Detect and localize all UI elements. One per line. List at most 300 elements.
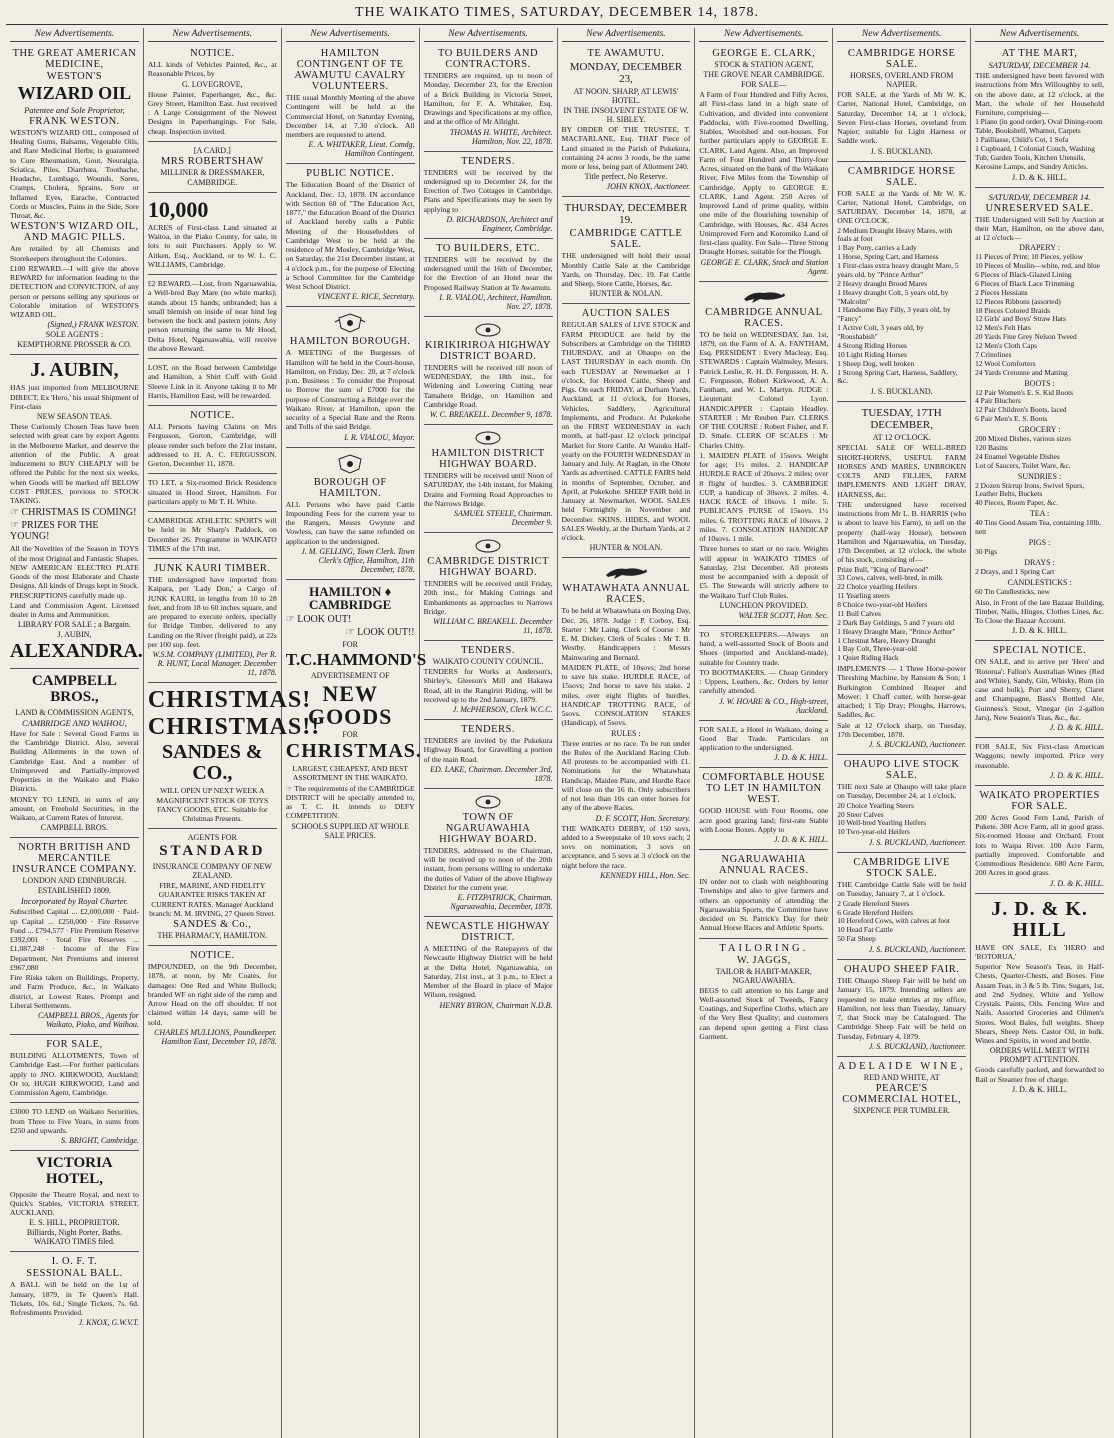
notice-title: NOTICE.: [190, 48, 235, 59]
builders-title: TO BUILDERS AND CONTRACTORS.: [438, 48, 539, 70]
robertshaw-sub: MILLINER & DRESSMAKER,: [160, 167, 265, 177]
cavalry-body: THE usual Monthly Meeting of the above Contingent will be held at the Commercial Hotel, on Saturday Evening, December 14, at 7.30 o'clock. All members are requested to attend.: [285, 93, 415, 139]
coat-of-arms-icon: [286, 312, 415, 334]
drays: DRAYS :: [1024, 557, 1055, 567]
borough-refund-ad: [286, 448, 415, 580]
hotel-sale-ad: [699, 721, 828, 769]
list-item: 4 Pair Bluchers: [975, 396, 1021, 406]
list-item: 10 Pieces of Muslin—white, red, and blue: [975, 261, 1100, 271]
reward-sig: (Signed,) FRANK WESTON.: [47, 320, 139, 330]
lost-body: LOST, on the Road between Cambridge and Hamilton, a Shirt Cuff with Gold Sleeve Link in it. Anyone taking it to Mr Harris, Hamilton East, will be rewarded.: [147, 363, 277, 400]
bootmakers: TO BOOTMAKERS. — Cheap Grindery : Uppers, Leathers, &c. Orders by letter carefully attended.: [699, 667, 829, 696]
list-item: 12 Men's Cloth Caps: [975, 341, 1038, 350]
aubin-teas: NEW SEASON TEAS.: [36, 412, 112, 422]
insolvent-body: BY ORDER OF THE TRUSTEE, T. MACFARLANE, Esq. THAT Piece of Land situated in the Parish of Pukekura, containing 24 acres 3 roods, be the same more or less, being part of Allotment 240.: [561, 125, 691, 171]
notice-name: G. LOVEGROVE,: [181, 79, 243, 89]
acres-body: ACRES of First-class Land situated at Waitoa, in the Piako County, for sale, in lots to suit Purchasers. Apply to W. Aitken, Esq., Auckland, or to W. L. C. WILLIAMS, Cambridge.: [147, 222, 277, 269]
agents-label: SOLE AGENTS :: [45, 330, 104, 340]
lovegrove-ad: [148, 44, 277, 142]
wizard-title: WIZARD OIL: [17, 83, 132, 103]
list-item: 1 Horse, Spring Cart, and Harness: [837, 252, 939, 262]
adelaide-ad: [837, 1057, 966, 1120]
campbell-title: CAMPBELL BROS.,: [31, 673, 117, 706]
for-sale-ad: [10, 1035, 139, 1103]
kirikiriroa-ad: [424, 317, 553, 425]
derby: THE WAIKATO DERBY, of 150 sovs, added to a Sweepstake of 10 sovs each; 2 sovs on nomination, 3 sovs on acceptance, and 5 sovs at 3 o'clock on the night before the race.: [561, 823, 691, 870]
sports-body: CAMBRIDGE ATHLETIC SPORTS will be held in Mr Sharp's Paddock, on December 26. Programme in WAIKATO TIMES of the 17th inst.: [147, 516, 277, 553]
crest-icon: [424, 430, 553, 446]
kauri-sig: W.S.M. COMPANY (LIMITED), Per R. R. HUNT, Local Manager. December 11, 1878.: [152, 650, 277, 678]
pigs-list: [975, 548, 1104, 557]
borough2-body: ALL Persons who have paid Cattle Impounding Fees for the current year to the Rangers, Messrs Gwynne and Vowless, can have the same refunded on application to the undersigned.: [285, 499, 415, 546]
builders-ad: [424, 44, 553, 152]
list-item: 120 Basins: [975, 442, 1008, 452]
list-item: 11 Yearling steers: [837, 591, 890, 601]
builders2-body: TENDERS will be received by the undersigned until the 16th of December, for the Erection of an Hotel near the Proposed Railway Station at Te Awamutu.: [423, 254, 553, 292]
xmas-line-2: ☞ PRIZES FOR THE YOUNG!: [10, 520, 99, 543]
scott: D. F. SCOTT, Hon. Secretary.: [595, 813, 691, 823]
list-item: 24 Enamel Vegetable Dishes: [975, 451, 1060, 461]
standard-ad: [148, 829, 277, 946]
tailoring: TAILORING.: [719, 942, 809, 954]
victoria-extra: Billiards, Night Porter, Baths. WAIKATO TIMES filed.: [26, 1228, 123, 1247]
ohaupo: OHAUPO LIVE STOCK SALE.: [843, 759, 960, 782]
list-item: 12 Girls' and Boys' Straw Hats: [975, 314, 1066, 324]
auction-body: REGULAR SALES of LIVE STOCK and FARM PRODUCE are held by the Subscribers at Cambridge on the THIRD THURSDAY, and at Ohaupo on the LAST THURSDAY in each month. On each TUESDAY at Newmarket at 1 o'clock, for Horned Cattle, Sheep and Pigs. On each FRIDAY, at Durham Yards, Auckland, at 11 o'clock, for Horses, Vehicles, Saddlery, Agricultural Implements, and Produce. At Pukekohe on the FIRST WEDNESDAY in each month, at half-past 12 o'clock principal Market for Store Cattle. At Waiuku Half-yearly on the FOURTH WEDNESDAY in January and July. At Raglan, in the Ohote Yards as advertised. CATTLE FAIRS held in months of September, October, and April, at Pukekohe. SHEEP FAIR held in January at Newmarket. WOOL SALES held Fortnightly in November and December. SKINS, HIDES, and WOOL SALES Weekly, at the Durham Yards, at 2 o'clock.: [561, 320, 691, 542]
tea: TEA :: [1029, 509, 1050, 519]
list-item: 2 Dozen Stirrup Irons, Swivel Spurs, Leather Belts, Buckets: [975, 480, 1085, 499]
list-item: 20 Steer Calves: [837, 809, 884, 819]
monday: MONDAY, DECEMBER 23,: [569, 61, 683, 85]
camlive-list: [837, 900, 966, 944]
aubin-body-4: Land and Commission Agent. Licensed dealer in Arms and Ammunition.: [10, 600, 139, 620]
list-item: 6 Grade Hereford Heifers: [837, 907, 913, 917]
standard-label: AGENTS FOR: [187, 833, 237, 843]
county-ad: [424, 641, 553, 720]
list-item: 6 Pair Men's E. S. Boots: [975, 414, 1048, 424]
special: SPECIAL SALE OF WELL-BRED SHORT-HORNS, USEFUL FARM HORSES AND MARES, UNBROKEN COLTS AND FILLIES, FARM IMPLEMENTS AND LIGHT DRAY, HARNESS, &c.: [837, 443, 967, 499]
robertshaw-ad: [148, 142, 277, 193]
cattle-sale-ad: [562, 197, 691, 304]
hero-body: Superior New Season's Teas, in Half-Chests, Quarter-Chests, and Boxes. Fine Assam Teas, in 3 & 5 lb. Tins. Sugars, 1st, and 2nd Sydney, White and Yellow Crystals. Paints, Oils. Fencing Wire and Nails. Assorted Groceries and Oilmen's Stores. Wool Bales, full weights. Sheep Shears, Sheep Nets. Castor Oil, in bulk. Wines and Spirits, in wood and bottle.: [975, 962, 1104, 1045]
cattle-sale: CAMBRIDGE CATTLE SALE.: [569, 228, 683, 251]
campbell-sig: CAMPBELL BROS.: [40, 823, 109, 833]
list-item: 1 Bay Pony, carries a Lady: [837, 243, 917, 253]
hamdist-sig: SAMUEL STEELE, Chairman. December 9.: [453, 509, 553, 527]
new-goods: NEW GOODS: [307, 680, 393, 729]
insolvent: IN THE INSOLVENT ESTATE OF W. H. SIBLEY.: [563, 106, 689, 124]
horse2-title: CAMBRIDGE HORSE SALE.: [847, 165, 956, 188]
sandes-body: WILL OPEN UP NEXT WEEK A MAGNIFICENT STOCK OF TOYS FANCY GOODS, ETC. Suitable for Christmas Presents.: [156, 786, 269, 824]
jdk-1: J. D. & K. HILL.: [774, 753, 829, 763]
builders2-sig: I. R. VIALOU, Architect, Hamilton. Nov. 27, 1878.: [439, 292, 553, 311]
properties: WAIKATO PROPERTIES FOR SALE.: [979, 789, 1100, 812]
jaggs-sub: TAILOR & HABIT-MAKER, NGARUAWAHIA.: [715, 966, 812, 985]
ngaruawahia-races-ad: [699, 850, 828, 939]
list-item: 12 Pair Children's Boots, laced: [975, 405, 1067, 415]
adelaide-sub: RED AND WHITE, AT: [863, 1072, 940, 1082]
special-body: ON SALE, and to arrive per 'Hero' and 'Rotorua': Fallon's Australian Wines (Red and White), Sandy, Gin, Whisky, Rum (in case and bulk), Port and Sherry, Claret and Champagne, Bass's Bottled Ale, Guinness's Stout, Vinegar (in 2-gallon Jars), New Season's Teas, &c., &c.: [975, 657, 1104, 722]
mart-date: SATURDAY, DECEMBER 14.: [988, 60, 1091, 70]
ohaupo-ad: [837, 755, 966, 853]
column-head: New Advertisements.: [975, 28, 1104, 42]
to-let-ad: [148, 474, 277, 512]
kirikiriroa-title: KIRIKIRIROA HIGHWAY DISTRICT BOARD.: [425, 339, 552, 362]
mart-list: [975, 118, 1104, 171]
wizard-name: FRANK WESTON.: [29, 115, 120, 127]
monday-sub: AT NOON. SHARP, AT LEWIS' HOTEL.: [573, 87, 679, 105]
candlesticks: CANDLESTICKS :: [1007, 577, 1072, 587]
nb-place: LONDON AND EDINBURGH.: [22, 876, 127, 886]
sports-ad: [148, 512, 277, 559]
notice3-body: IMPOUNDED, on the 9th December, 1878, at noon, by Mr Coates, for damages: One Red and White Bullock; branded WF on right side of the rump and Arrow Head on the off shoulder. If not claimed within 14 days, same will be sold.: [147, 962, 277, 1027]
list-item: 12 Pieces Ribbons (assorted): [975, 296, 1061, 306]
columns: [6, 28, 1108, 1438]
notice3-sig: CHARLES MULLIONS, Poundkeeper. Hamilton East, December 10, 1878.: [154, 1027, 277, 1046]
mart-ad: [975, 44, 1104, 188]
list-item: 12 Pair Women's E. S. Kid Boots: [975, 387, 1074, 397]
clark-place: THE GROVE NEAR CAMBRIDGE.: [703, 70, 825, 79]
ngaruawahia: NGARUAWAHIA ANNUAL RACES.: [719, 854, 809, 876]
aubin-ad: [10, 355, 143, 669]
pills-body: Are retailed by all Chemists and Storekeepers throughout the Colonies.: [10, 244, 139, 263]
for-label-2: FOR: [342, 730, 358, 740]
newcastle-title: NEWCASTLE HIGHWAY DISTRICT.: [426, 921, 551, 943]
column-4: [420, 28, 558, 1438]
list-item: 10 Light Riding Horses: [837, 349, 907, 359]
drapery-list: [975, 253, 1104, 377]
list-item: 200 Mixed Dishes, various sizes: [975, 434, 1071, 443]
list-item: 1 Sheep Dog, well broken: [837, 358, 915, 368]
hoare: J. W. HOARE & CO., High-street, Auckland.: [719, 696, 829, 715]
list-item: 2 Grade Hereford Steers: [837, 898, 910, 908]
kauri-title: JUNK KAURI TIMBER.: [154, 563, 271, 575]
camdist-title: CAMBRIDGE DISTRICT HIGHWAY BOARD.: [427, 556, 549, 578]
cambridge-district-ad: [424, 533, 553, 641]
hamdist-title: HAMILTON DISTRICT HIGHWAY BOARD.: [431, 448, 545, 470]
coat-of-arms-icon: [286, 453, 415, 475]
list-item: Prize Bull, "King of Barwood": [837, 564, 929, 574]
list-item: 1 Heavy draught Colt, 5 years old, by "Malcolm": [837, 287, 949, 306]
sundries: SUNDRIES :: [1017, 471, 1062, 481]
cavalry-title: HAMILTON CONTINGENT OF TE AWAMUTU CAVALRY VOLUNTEERS.: [294, 48, 406, 92]
builders-sig: THOMAS H. WHITE, Architect. Hamilton, Nov. 22, 1878.: [449, 127, 553, 146]
jdk-5: J. D. & K. HILL.: [1049, 878, 1104, 888]
builders2-ad: [424, 239, 553, 317]
list-item: 1 Pailliasse, Child's Cot, 1 Sofa: [975, 135, 1069, 144]
column-head: New Advertisements.: [424, 28, 553, 42]
lost-ad: [148, 359, 277, 406]
lend-body: £3000 TO LEND on Waikato Securities, from Three to Five Years, in sums from £250 and upwards.: [10, 1107, 139, 1135]
ngaruawahia-board-ad: [424, 789, 553, 917]
mart: AT THE MART,: [1001, 48, 1078, 59]
christmas-1: CHRISTMAS!: [147, 687, 312, 714]
forsale-title: FOR SALE,: [46, 1039, 103, 1051]
mart-body: THE undersigned have been favored with instructions from Mrs Willoughby to sell, on the above date, at 12 o'clock, at the Mart, the whole of her Household Furniture, comprising—: [975, 71, 1104, 117]
buckland-3: J. S. BUCKLAND, Auctioneer.: [868, 740, 967, 750]
clark-title: GEORGE E. CLARK,: [712, 48, 816, 59]
tea-list: [975, 519, 1104, 537]
knox: JOHN KNOX, Auctioneer.: [606, 182, 691, 192]
victoria-hotel-ad: [10, 1151, 139, 1252]
special-sale-ad: [837, 402, 966, 755]
pigs: PIGS :: [1028, 537, 1051, 547]
cavalry-ad: [286, 44, 415, 164]
jdk-hill-title: J. D. & K. HILL: [991, 897, 1088, 941]
list-item: 7 Crinolines: [975, 349, 1012, 359]
list-item: 11 Pieces of Print; 10 Pieces, yellow: [975, 252, 1084, 262]
column-head: New Advertisements.: [10, 28, 139, 42]
jdk-1: J. D. & K. HILL.: [1012, 172, 1068, 182]
horse2-list: [837, 227, 966, 387]
implements: IMPLEMENTS — 1 Three Horse-power Threshing Machine, by Ransom & Son; 1 Burkington Combined Reaper and Mower; 1 Chaff cutter, with horse-gear attached; 1 Tip Dray; Ploughs, Harrows, Saddles, &c.: [837, 664, 967, 720]
list-item: 6 Pieces of Black Lace Trimming: [975, 278, 1075, 288]
special: SPECIAL NOTICE.: [992, 645, 1087, 657]
nb-sig: CAMPBELL BROS., Agents for Waikato, Piako, and Waihou.: [38, 1011, 139, 1030]
special-body: THE undersigned have received instructions from Mr L. B. HARRIS (who is about to leave his Farm), to sell on the property (half-way House), between Hamilton and Ngaruawahia, on Tuesday, 17th December, at 12 o'clock, the whole of his stock, consisting of—: [837, 499, 967, 565]
whatawhata-ad: [562, 558, 691, 885]
horse-body: FOR SALE, at the Yards of Mr W. K. Carter, National Hotel, Cambridge, on Saturday, December 14, at 1 o'clock, Seven First-class Horses, overland from Napier; suitable for Light Harness or Saddle work.: [837, 90, 967, 146]
list-item: 1 Bay Colt, Three-year-old: [837, 644, 918, 654]
title-note: Title perfect. No Reserve.: [584, 172, 668, 182]
hamilton-cambridge: HAMILTON ♦ CAMBRIDGE: [309, 583, 392, 613]
sheepfair-body: THE Ohaupo Sheep Fair will be held on January 15, 1879. Intending sellers are requested to make entries at my office, Hamilton, not less than Tuesday, January 7, that Stock may be Catalogued. The Cambridge Sheep Fair will be held on Tuesday, February 4, 1879.: [837, 976, 967, 1041]
list-item: 2 Heavy draught Brood Mares: [837, 278, 928, 288]
luncheon: LUNCHEON PROVIDED.: [719, 600, 809, 610]
sheep-fair-ad: [837, 960, 966, 1057]
properties-ad: [975, 786, 1104, 894]
list-item: 8 Choice two-year-old Heifers: [837, 600, 928, 609]
borough-body: A MEETING of the Burgesses of Hamilton will be held in the Court-house, Hamilton, on Friday, Dec. 20, at 7 o'clock p.m. Business : To consider the Proposal to Borrow the sum of £7000 for the purpose of Constructing a Bridge over the Waikato River, at Hamilton, upon the security of a Special Rate and the Rents and Tolls of the said Bridge.: [285, 348, 415, 432]
notice-body-2: House Painter, Paperhanger, &c., &c. Grey Street, Hamilton East. Just received : A Large Consignment of the Newest Designs in Paperhangings. For Sale, cheap. Inspection invited.: [147, 89, 277, 136]
public-notice: [286, 164, 415, 307]
reward2-body: £2 REWARD.—Lost, from Ngaruawahia, a Well-bred Bay Mare (no white marks); stands about 15 hands; unbranded; has a small blemish on inside of near hind leg between the hock and pastern joints. Any person returning the same to Mr Hood, Delta Hotel, Ngaruawahia, will receive the above Reward.: [147, 279, 277, 353]
ngaruawahia-title: TOWN OF NGARUAWAHIA HIGHWAY BOARD.: [439, 811, 537, 845]
borough-title: HAMILTON BOROUGH.: [289, 336, 411, 348]
auction-ad: [562, 304, 691, 558]
list-item: 12 Men's Felt Hats: [975, 323, 1031, 333]
pills-title: WESTON'S WIZARD OIL, AND MAGIC PILLS.: [10, 221, 139, 244]
tenders3-sig: ED. LAKE, Chairman. December 3rd, 1878.: [430, 764, 553, 783]
public-sig: VINCENT E. RICE, Secretary.: [317, 292, 415, 302]
kirikiriroa-body: TENDERS will be received till noon of WEDNESDAY, the 18th inst., for Widening and Lowering Cutting near Tamahere Bridge, on Hamilton and Cambridge Road.: [423, 362, 553, 409]
acres-title: 10,000: [147, 196, 209, 222]
list-item: 2 Medium Draught Heavy Mares, with foals at foot: [837, 225, 953, 244]
list-item: 10 Head Fat Cattle: [837, 925, 893, 935]
list-item: 11 Bull Calves: [837, 608, 881, 618]
camlive: CAMBRIDGE LIVE STOCK SALE.: [853, 857, 950, 880]
newcastle-body: A MEETING of the Ratepayers of the Newcastle Highway District will be held at the Delta Hotel, Ngaruawahia, on Saturday, 21st inst., at 3 p.m., to Elect a Member of the Board in place of Major Wilson, resigned.: [423, 944, 553, 1000]
drays-list: [975, 568, 1104, 577]
list-item: 40 Tins Good Assam Tea, containing 10lb. nett: [975, 518, 1101, 536]
hammond-ad: [285, 580, 427, 845]
unreserved-ad: [975, 188, 1104, 642]
card: [A CARD.]: [193, 145, 231, 155]
list-item: 1 Cupboard, 1 Colonial Couch, Washing Tub, Garden Tools, Kitchen Utensils, Kerosine Lamps, and Sundry Articles.: [975, 143, 1095, 171]
list-item: 10 Well-bred Yearling Heifers: [837, 818, 927, 828]
comfortable: COMFORTABLE HOUSE TO LET IN HAMILTON WEST.: [702, 772, 826, 806]
victoria-title: VICTORIA HOTEL,: [36, 1155, 113, 1187]
auction: AUCTION SALES: [581, 308, 671, 320]
column-5: [558, 28, 696, 1438]
victoria-body: Opposite the Theatre Royal, and next to Quick's Stables, VICTORIA STREET, AUCKLAND.: [10, 1189, 139, 1218]
adv: ADVERTISEMENT OF: [310, 670, 390, 680]
column-7: [833, 28, 971, 1438]
christmas: CHRISTMAS.: [285, 740, 422, 763]
storekeepers: TO STOREKEEPERS.—Always on hand, a well-assorted Stock of Boots and Shoes (imported and Auckland-made), suitable for Country trade.: [699, 629, 829, 667]
pointing-hand-icon: ☞: [285, 783, 295, 793]
list-item: 24 Yards Cretonne and Matting: [975, 367, 1068, 377]
buckland-1: J. S. BUCKLAND.: [870, 146, 933, 156]
jdk-3: J. D. & K. HILL.: [1049, 723, 1104, 732]
wizard-heading-2: WESTON'S: [46, 71, 103, 82]
list-item: 1 Quiet Riding Hack: [837, 653, 899, 663]
column-head: New Advertisements.: [562, 28, 691, 42]
county-body: TENDERS for Works at Anderson's, Shirley's, Gleeson's Mill and Hakawa Road, all in the Rangiriri Riding, will be received up to the 2nd January, 1879.: [423, 667, 553, 704]
library: LIBRARY FOR SALE ; a Bargain.: [17, 620, 131, 630]
horse-title: CAMBRIDGE HORSE SALE.: [847, 48, 956, 70]
buckland-2: J. S. BUCKLAND.: [870, 387, 933, 397]
sandes-ad: [147, 683, 321, 829]
tenders-title: TENDERS.: [461, 155, 515, 167]
notice2-title: NOTICE.: [190, 410, 235, 422]
hunter-2: HUNTER & NOLAN.: [589, 543, 663, 553]
robertshaw-place: CAMBRIDGE.: [187, 177, 238, 187]
ngaruawahia-sig: E. FITZPATRICK, Chairman. Ngaruawahia, December, 1878.: [450, 893, 553, 911]
standard-body: FIRE, MARINE, AND FIDELITY GUARANTEE RISKS TAKEN AT CURRENT RATES. Manager Auckland branch: M. M. IRVING, 27 Queen Street.: [149, 881, 276, 918]
column-head: New Advertisements.: [699, 28, 828, 42]
comfortable-body: GOOD HOUSE with Four Rooms, one acre good grazing land; first-rate Stable with Loose Boxes. Apply to: [699, 806, 829, 834]
pointing-hand-icon: ☞: [345, 627, 358, 639]
standard-title: STANDARD: [159, 843, 266, 860]
clark-ad: [699, 44, 828, 282]
cavalry-sig: E. A. WHITAKER, Lieut. Comdg. Hamilton Contingent.: [308, 140, 415, 159]
tenders-sig: D. RICHARDSON, Architect and Engineer, Cambridge.: [446, 214, 553, 233]
kirikiriroa-sig: W. C. BREAKELL. December 9, 1878.: [429, 410, 553, 419]
campbell-body: Have for Sale : Several Good Farms in the Cambridge District. Also, several Building Allotments in the town of Cambridge East. And a number of Unimproved and Partially-improved Properties in the Waikato and Piako Districts.: [10, 728, 139, 794]
list-item: 1 First-class extra heavy draught Mare, 5 years old, by "Prince Arthur": [837, 261, 959, 279]
pointing-hand-icon: ☞: [10, 507, 22, 519]
waikato-county: WAIKATO COUNTY COUNCIL.: [432, 657, 544, 666]
aubin-body-3: All the Novelties of the Season in TOYS of the most Original and Fantastic Shapes. NEW AMERICAN ELECTRO PLATE Goods of the most Elaborate and Chaste Designs. All kinds of Drugs kept in Stock. PRESCRIPTIONS carefully made up.: [10, 544, 139, 600]
list-item: 1 Active Colt, 3 years old, by "Roushabish": [837, 323, 924, 341]
rules: RULES :: [611, 728, 641, 738]
tenders3-body: TENDERS are invited by the Pukekura Highway Board, for Gravelling a portion of the main Road.: [423, 736, 553, 764]
acres-ad: [148, 193, 277, 275]
derby-sig: KENNEDY HILL, Hon. Sec.: [600, 870, 691, 880]
column-8: [971, 28, 1108, 1438]
tuesday-sub: AT 12 O'CLOCK.: [872, 433, 931, 443]
list-item: 2 Pieces Hessians: [975, 287, 1028, 297]
unreserved-body: THE Undersigned will Sell by Auction at their Mart, Hamilton, on the above date, at 12 o'clock—: [975, 214, 1104, 242]
aubin-body-2: These Curiously Chosen Teas have been selected with great care by expert Agents in the Melbourne Market, and deserve the attention of the Public. A great inducement to BUY CHEAPLY will be offered the Public for the next six weeks, when Goods will be marked off BELOW COST PRICES, previous to STOCK TAKING.: [10, 422, 139, 506]
ngaruawahia-body: IN order not to clash with neighbouring Townships and also to give farmers and others an opportunity of attending the Ngaruawahia Sports, the Committee have decided on St. Patrick's Day for their Annual Horse Races and Athletic Sports.: [699, 877, 829, 933]
iof: I. O. F. T.: [51, 1256, 98, 1268]
racehorse-icon: [699, 287, 828, 305]
public-body: The Education Board of the District of Auckland, Dec. 13, 1878. IN accordance with Section 60 of "The Education Act, 1877," the Education Board of the District of Auckland hereby calls a Public Meeting of the Householders of Cambridge West to be held at the residence of Mr Mosley, Cambridge West, on Saturday, the 21st December instant, at 4 o'clock p.m., for the purpose of Electing a School Committee for the Cambridge West School District.: [285, 180, 415, 291]
list-item: Lot of Saucers, Toilet Ware, &c.: [975, 460, 1071, 470]
campbell-money: MONEY TO LEND, in sums of any amount, on Freehold Securities, in the Waikato, at Current Rates of Interest.: [10, 794, 139, 823]
special-list: [837, 566, 966, 664]
list-item: 2 Drays, and 1 Spring Cart: [975, 566, 1055, 576]
list-item: 1 Chestnut Mare, Heavy Draught: [837, 635, 936, 645]
county-sig: J. McPHERSON, Clerk W.C.C.: [452, 705, 553, 714]
column-head: New Advertisements.: [286, 28, 415, 42]
builders2-title: TO BUILDERS, ETC.: [436, 242, 541, 254]
pointing-hand-icon: ☞: [10, 520, 22, 532]
ball-ad: [10, 1252, 139, 1332]
wizard-sub: Patentee and Sole Proprietor,: [24, 104, 125, 115]
aubin-sig: J. AUBIN,: [57, 630, 92, 640]
list-item: 10 Hereford Cows, with calves at foot: [837, 916, 950, 926]
whatawhata-body: To be held at Whatawhata on Boxing Day, Dec. 26, 1878. Judge : P. Corboy, Esq. Starter : Mr Laing. Clerk of Course : Mr E. M. Dickey. Clerk of Scales : Mr T. B. Westby. Handicappers : Messrs Mainwaring and Bernard.: [561, 606, 691, 662]
sandes-2-sub: THE PHARMACY, HAMILTON.: [157, 931, 268, 941]
adelaide: ADELAIDE WINE,: [837, 1060, 966, 1072]
crest-icon: [424, 322, 553, 338]
horse-sub: HORSES, OVERLAND FROM NAPIER.: [850, 71, 954, 89]
thursday: THURSDAY, DECEMBER 19.: [564, 202, 688, 227]
buckland-6: J. S. BUCKLAND, Auctioneer.: [868, 1041, 967, 1051]
boots: BOOTS :: [1024, 378, 1055, 388]
camlive-body: THE Cambridge Cattle Sale will be held on Tuesday, January 7, at 1 o'clock.: [837, 880, 967, 899]
schools: SCHOOLS SUPPLIED AT WHOLE SALE PRICES.: [291, 821, 410, 840]
newcastle-sig: HENRY BYRON, Chairman N.D.B.: [439, 1000, 553, 1010]
requirements: ☞ The requirements of the CAMBRIDGE DISTRICT will be specially attended to, as T. C. H. intends to DEFY COMPETITION.: [285, 783, 415, 821]
column-head: New Advertisements.: [148, 28, 277, 42]
campbell-place: CAMBRIDGE AND WAIHOU,: [22, 717, 127, 728]
orders: ORDERS WILL MEET WITH PROMPT ATTENTION.: [989, 1046, 1090, 1065]
wizard-body: WESTON'S WIZARD OIL, composed of Healing Gums, Balsams, Vegetable Oils, and Rare Medicinal Herbs; is guaranteed to Cure Rheumatism, Gout, Neuralgia, Sciatica, Piles, Diarrhœa, Toothache, Headache, Lumbago, Wounds, Sores, Cramps, Cholera, Sprains, Sore or Inflamed Eyes, Earache, Contracted Cords or Muscles, Pains in the Side, Sore Throat, &c.: [10, 127, 139, 221]
hamilton-district-ad: [424, 425, 553, 533]
awamutu: TE AWAMUTU.: [587, 48, 665, 59]
horse2-body: FOR SALE at the Yards of Mr W. K. Carter, National Hotel, Cambridge, on SATURDAY, December 14, 1878, at ONE O'CLOCK.: [837, 188, 967, 226]
cattle-body: THE undersigned will hold their usual Monthly Cattle Sale at the Cambridge Yards, on Thursday, Dec. 19. Fat Cattle and Sheep, Store Cattle, Horses, &c.: [561, 251, 691, 288]
list-item: 40 Pieces, Room Paper, &c.: [975, 498, 1058, 508]
borough2-sig: J. M. GELLING, Town Clerk. Town Clerk's Office, Hamilton, 11th December, 1878.: [301, 546, 415, 574]
nb-body: Fire Risks taken on Buildings, Property, and Farm Produce, &c., in Waikato district, at Lowest Rates. Prompt and Liberal Settlements.: [10, 973, 139, 1010]
list-item: 1 Handsome Bay Filly, 3 years old, by "Fancy": [837, 305, 951, 324]
pointing-hand-icon: ☞: [285, 614, 298, 626]
sundries-list: [975, 482, 1104, 509]
properties-body: 200 Acres Good Fern Land, Parish of Pukete. 300 Acre Farm, all in good grass. Six-roomed House and Orchard. Front lots to Waipa River. 100 Acre Farm, partially improved. Comfortable and Commodious Residence. 680 Acre Farm, 200 Acres in good grass.: [975, 812, 1104, 878]
tuesday: TUESDAY, 17TH DECEMBER,: [861, 407, 942, 432]
buckland-5: J. S. BUCKLAND, Auctioneer.: [868, 945, 967, 954]
nb-charter: Incorporated by Royal Charter.: [20, 896, 129, 907]
horse-sale-ad: [837, 44, 966, 162]
nb-figures: Subscribed Capital ... £2,000,000 · Paid-up Capital ... £250,000 · Fire Reserve Fund ... £794,577 · Fire Premium Reserve £392,001 · Total Fire Reserves ... £1,087,248 · Income of the Fire Department, Net Premiums and interest £967,080: [10, 907, 139, 972]
candle-list: [975, 588, 1104, 597]
lookout-1: ☞ LOOK OUT!: [285, 614, 352, 626]
jdk-2: J. D. & K. HILL.: [774, 835, 829, 844]
camlive-ad: [837, 853, 966, 960]
races-body: MAIDEN PLATE, of 10sovs; 2nd horse to save his stake. HURDLE RACE, of 15sovs; 2nd horse to save his stake. 2 miles, over eight flights of hurdles. HANDICAP TROTTING RACE, of 5sovs. CONSOLATION STAKES (Handicap), of 5sovs.: [561, 662, 691, 728]
sandes-2: SANDES & Co.,: [173, 919, 252, 931]
wizard-oil-ad: [10, 44, 139, 355]
sheepfair: OHAUPO SHEEP FAIR.: [843, 964, 960, 975]
impounded-notice: [148, 946, 277, 1051]
nb-est: ESTABLISHED 1809.: [37, 886, 111, 896]
reward-body: £100 REWARD.—I will give the above REWARD for information leading to the DETECTION and CONVICTION, of any person or persons selling any spurious or Colorable imitation of WESTON'S WIZARD OIL.: [10, 263, 139, 320]
boots-list: [975, 389, 1104, 425]
jdk-6: J. D. & K. HILL.: [1012, 1084, 1068, 1094]
column-3: [282, 28, 427, 1438]
forsale-body: BUILDING ALLOTMENTS, Town of Cambridge East.—For further particulars apply to JNO. KIRKWOOD, Auckland; Or to, HUGH KIRKWOOD, Land and Commission Agent, Cambridge.: [10, 1051, 139, 1098]
jaggs: W. JAGGS,: [736, 954, 791, 966]
column-1: [6, 28, 144, 1438]
clark-body: A Farm of Four Hundred and Fifty Acres, all First-class land in a high state of Cultivation, and divided into convenient Paddocks, with Five-roomed Dwelling, Stables, Woolshed and out-houses. For further particulars apply to GEORGE E. CLARK, Land Agent. Also, an Improved Farm of Four Hundred and Thirty-four Acres, situated on the bank of the Waikato River, Five Miles from the Township of Cambridge. Apply to GEORGE E. CLARK, Land Agent. 250 Acres of Improved Land of prime quality, within one mile of the flourishing township of Cambridge, with Houses, &c. 434 Acres Unimproved Fern and Koromiko Land of first-class quality. For Sale—Three Strong Draught Horses, suitable for the Plough.: [699, 90, 829, 257]
list-item: 50 Fat Sheep: [837, 934, 876, 944]
newcastle-ad: [424, 917, 553, 1015]
